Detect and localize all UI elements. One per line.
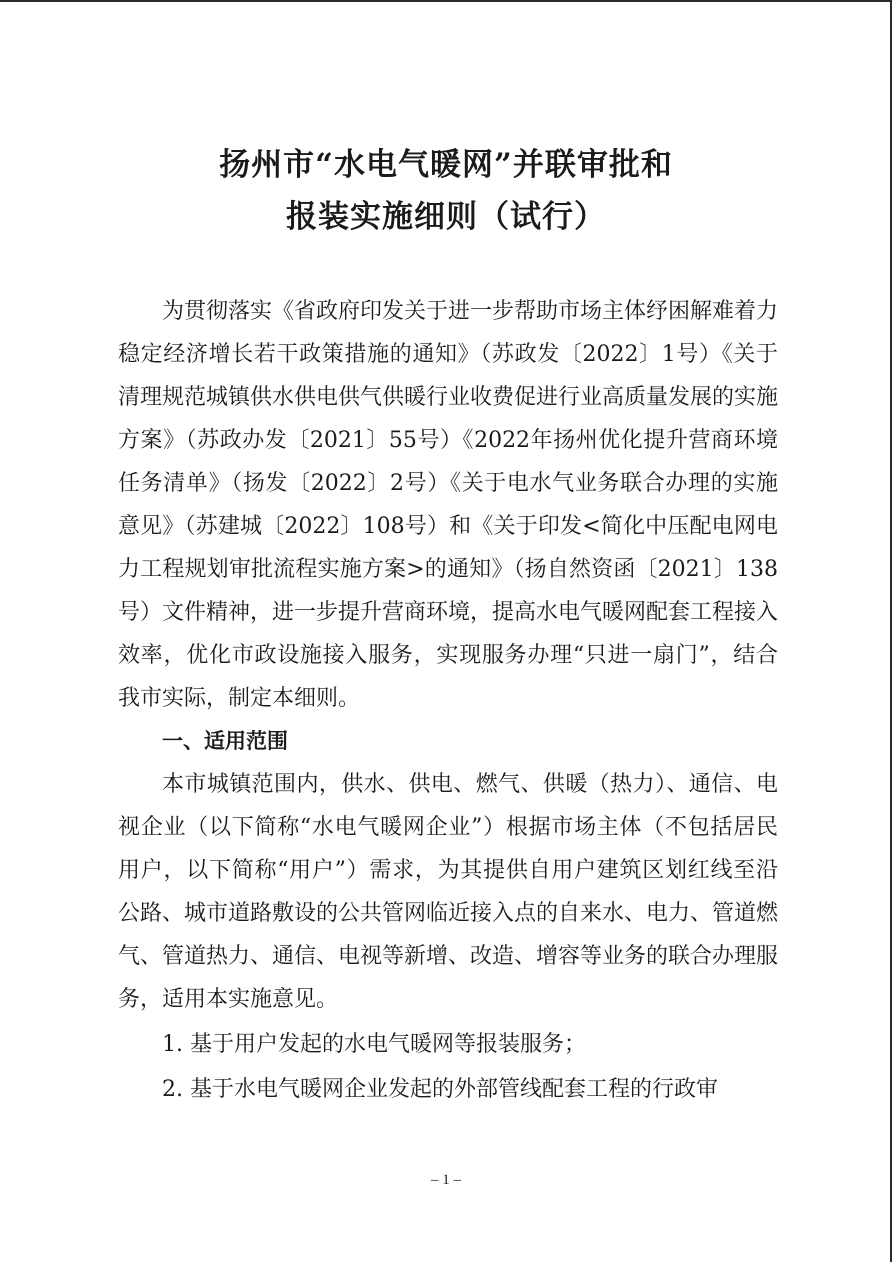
- scope-paragraph: 本市城镇范围内，供水、供电、燃气、供暖（热力）、通信、电视企业（以下简称“水电气暖网企业”）根据市场主体（不包括居民用户，以下简称“用户”）需求，为其提供自用户建筑区划红线至沿公路、城市道路敷设的公共管网临近接入点的自来水、电力、管道燃气、管道热力、通信、电视等新增、改造、增容等业务的联合办理服务，适用本实施意见。: [118, 772, 779, 1012]
- intro-paragraph: 为贯彻落实《省政府印发关于进一步帮助市场主体纾困解难着力稳定经济增长若干政策措施的通知》（苏政发〔2022〕1号）《关于清理规范城镇供水供电供气供暖行业收费促进行业高质量发展的实施方案》（苏政办发〔2021〕55号）《2022年扬州优化提升营商环境任务清单》（扬发〔2022〕2号）《关于电水气业务联合办理的实施意见》（苏建城〔2022〕108号）和《关于印发<简化中压配电网电力工程规划审批流程实施方案>的通知》（扬自然资函〔2021〕138号）文件精神，进一步提升营商环境，提高水电气暖网配套工程接入效率，优化市政设施接入服务，实现服务办理“只进一扇门”，结合我市实际，制定本细则。: [118, 299, 779, 711]
- document-title-line-1: 扬州市“水电气暖网”并联审批和: [219, 147, 673, 183]
- page-number: – 1 –: [431, 1172, 461, 1188]
- list-item: 1. 基于用户发起的水电气暖网等报装服务；: [162, 1032, 586, 1057]
- document-title-line-2: 报装实施细则（试行）: [286, 199, 606, 235]
- document-body: [118, 290, 778, 1111]
- section-heading-scope: 一、适用范围: [162, 729, 288, 753]
- list-item: 2. 基于水电气暖网企业发起的外部管线配套工程的行政审: [162, 1077, 718, 1102]
